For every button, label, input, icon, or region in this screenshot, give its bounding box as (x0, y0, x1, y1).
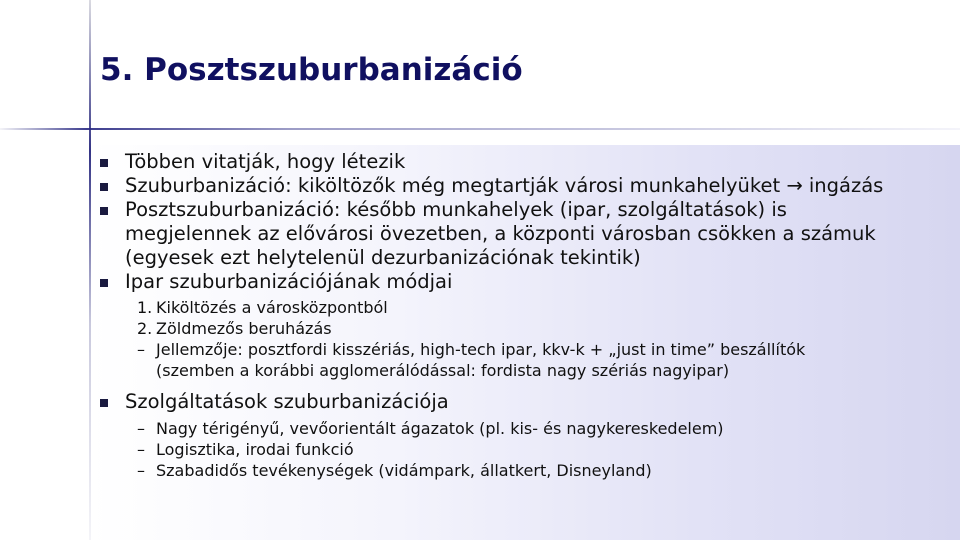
square-bullet-icon (100, 183, 108, 191)
sub-item-text: Szabadidős tevékenységek (vidámpark, állatkert, Disneyland) (156, 461, 652, 480)
dash-marker: – (137, 419, 145, 438)
bullet-text-line: (egyesek ezt helytelenül dezurbanizációnak tekintik) (125, 246, 641, 269)
bullet-text: Szuburbanizáció: kiköltözők még megtartják városi munkahelyüket (125, 174, 781, 197)
sub-item (100, 339, 955, 381)
sub-item-text: Logisztika, irodai funkció (156, 440, 354, 459)
sub-item-text-line: (szemben a korábbi agglomerálódással: fordista nagy szériás nagyipar) (156, 361, 730, 380)
bullet-item (100, 174, 955, 198)
bullet-item (100, 198, 955, 270)
sub-item (100, 439, 955, 460)
sub-item-text-line: Jellemzője: posztfordi kisszériás, high-tech ipar, kkv-k + „just in time” beszállítók (156, 340, 806, 359)
vertical-accent-line (89, 0, 91, 540)
sub-item-marker: 2. (137, 319, 153, 338)
sub-item (100, 297, 955, 318)
slide-title: 5. Posztszuburbanizáció (100, 52, 523, 88)
sub-item-marker: 1. (137, 298, 153, 317)
sub-item-text: Zöldmezős beruházás (156, 319, 332, 338)
bullet-item (100, 390, 955, 414)
dash-marker: – (137, 340, 145, 359)
bullet-text-line: megjelennek az elővárosi övezetben, a központi városban csökken a számuk (125, 222, 876, 245)
bullet-text: Ipar szuburbanizációjának módjai (125, 270, 453, 293)
bullet-text: ingázás (808, 174, 884, 197)
horizontal-accent-line (0, 128, 960, 130)
bullet-text-line: Posztszuburbanizáció: később munkahelyek (ipar, szolgáltatások) is (125, 198, 787, 221)
bullet-item (100, 270, 955, 294)
bullet-text: Többen vitatják, hogy létezik (125, 150, 406, 173)
bullet-text: Szolgáltatások szuburbanizációja (125, 390, 449, 413)
dash-marker: – (137, 461, 145, 480)
bullet-list (100, 150, 955, 481)
square-bullet-icon (100, 279, 108, 287)
arrow-right-icon: → (786, 174, 803, 197)
sub-item (100, 460, 955, 481)
sub-item (100, 318, 955, 339)
dash-marker: – (137, 440, 145, 459)
sub-item-text: Kiköltözés a városközpontból (156, 298, 388, 317)
square-bullet-icon (100, 207, 108, 215)
sub-item-text: Nagy térigényű, vevőorientált ágazatok (pl. kis- és nagykereskedelem) (156, 419, 724, 438)
square-bullet-icon (100, 399, 108, 407)
square-bullet-icon (100, 159, 108, 167)
sub-item (100, 418, 955, 439)
bullet-item (100, 150, 955, 174)
